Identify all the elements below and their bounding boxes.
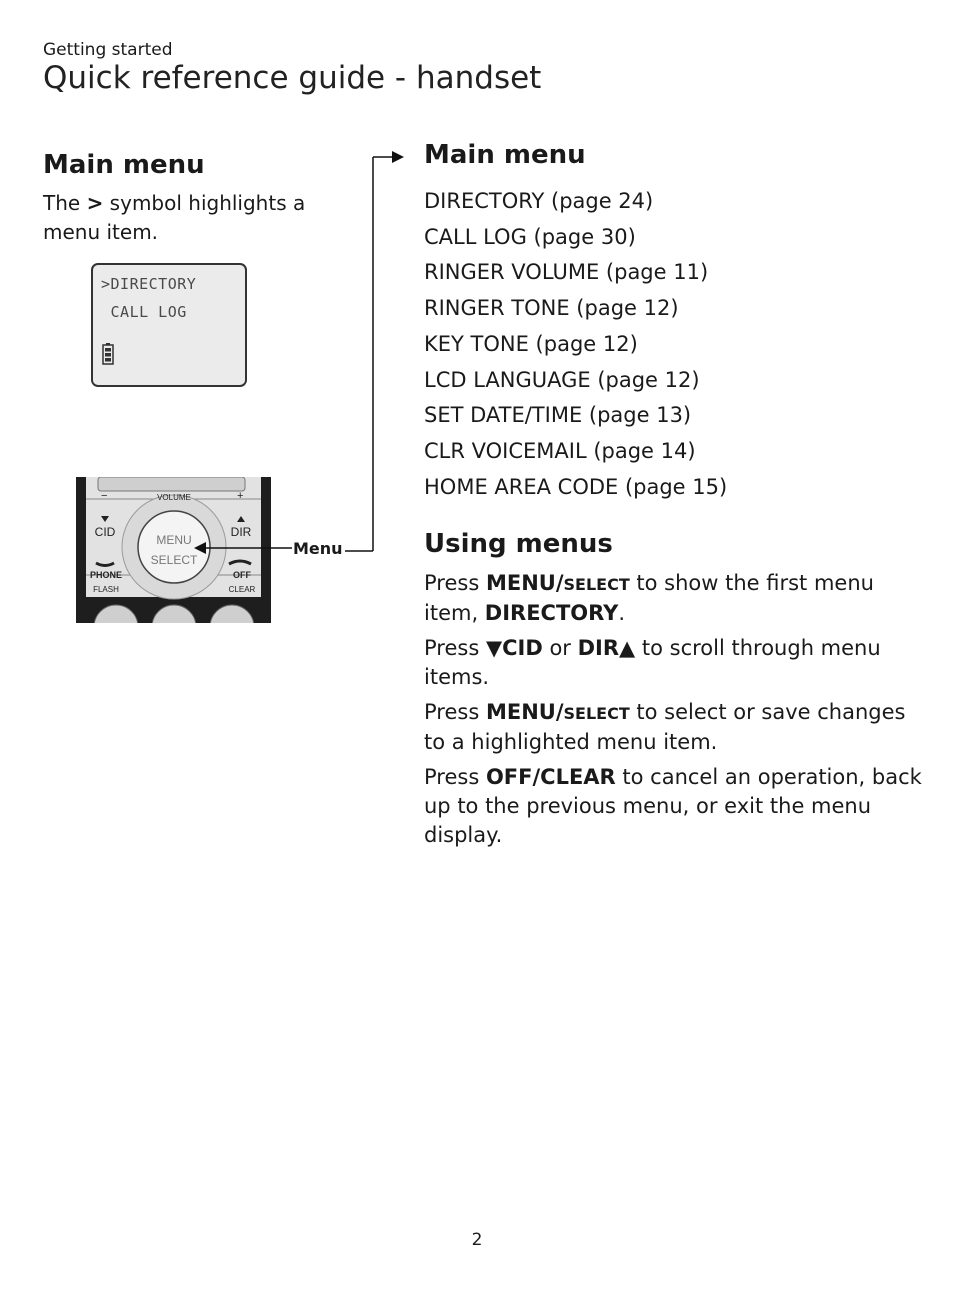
list-item: DIRECTORY (page 24) [424,189,654,213]
highlight-symbol: > [86,191,104,215]
instruction-paragraph: Press MENU/SELECT to show the first menu item, DIRECTORY. [424,571,874,626]
intro-text: The > symbol highlights a menu item. [43,191,306,244]
phone-button-label[interactable]: PHONE [89,570,123,580]
page-number: 2 [471,1230,483,1250]
volume-plus-label: + [237,490,244,502]
instruction-paragraph: Press ▼CID or DIR▲ to scroll through menu items. [424,636,881,690]
clear-button-label[interactable]: CLEAR [228,585,256,594]
instruction-paragraph: Press MENU/SELECT to select or save changes to a highlighted menu item. [424,700,906,755]
main-menu-list [424,184,924,505]
list-item: HOME AREA CODE (page 15) [424,474,728,499]
instruction-paragraph: Press OFF/CLEAR to cancel an operation, back up to the previous menu, or exit the menu display. [424,765,922,848]
page-title: Quick reference guide - handset [43,60,542,96]
menu-pointer-arrow-icon [194,542,206,554]
dir-button-label[interactable]: DIR [230,525,252,539]
flash-button-label[interactable]: FLASH [93,585,119,594]
lcd-line-call-log: CALL LOG [101,303,187,321]
up-arrow-icon: ▲ [619,636,636,661]
right-column [424,140,924,856]
lcd-line-directory: >DIRECTORY [101,275,197,293]
list-item: CLR VOICEMAIL (page 14) [424,438,696,463]
list-item: KEY TONE (page 12) [424,331,638,356]
list-item: RINGER TONE (page 12) [424,296,679,321]
list-item: LCD LANGUAGE (page 12) [424,367,700,392]
menu-button-label[interactable]: MENU [156,533,192,547]
main-menu-heading: Main menu [424,140,586,170]
volume-label: VOLUME [157,493,191,502]
menu-callout-label: Menu [293,539,343,558]
list-item: SET DATE/TIME (page 13) [424,403,692,428]
select-button-label[interactable]: SELECT [150,553,198,567]
list-item: RINGER VOLUME (page 11) [424,260,709,285]
list-item: CALL LOG (page 30) [424,224,636,249]
off-button-label[interactable]: OFF [233,570,251,580]
left-heading: Main menu [43,150,205,180]
section-label: Getting started [43,40,173,60]
using-menus-heading: Using menus [424,529,613,560]
volume-minus-label: − [101,490,108,502]
cid-button-label[interactable]: CID [94,525,116,539]
down-arrow-icon: ▼ [485,636,503,661]
